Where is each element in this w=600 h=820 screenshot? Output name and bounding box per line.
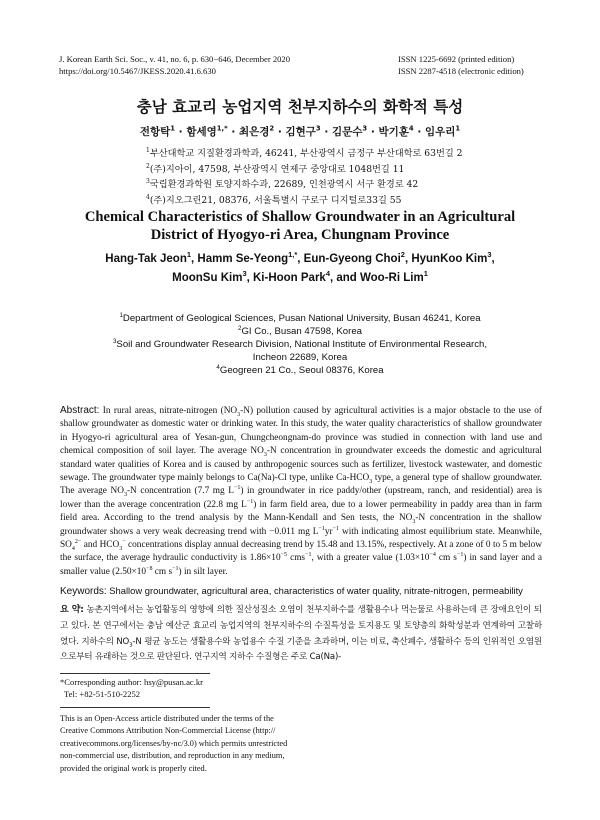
license-line: This is an Open-Access article distributed under the terms of the — [60, 714, 274, 723]
subscript: 3 — [129, 642, 133, 649]
subscript: 3 — [123, 492, 127, 499]
author-name: Hang-Tak Jeon — [105, 253, 187, 265]
abstract-text: cm s — [435, 553, 457, 564]
author-name: Eun-Gyeong Choi — [303, 253, 401, 265]
korean-abstract-label: 요 약: — [60, 605, 84, 615]
author-separator: , — [191, 253, 198, 265]
author-affiliation-mark: 1,* — [216, 124, 228, 133]
affiliation-mark: 2 — [146, 162, 150, 170]
subscript: 3 — [412, 519, 416, 526]
corresponding-tel: Tel: +82-51-510-2252 — [64, 688, 141, 699]
superscript: −1 — [233, 485, 241, 492]
affiliation-line — [0, 312, 600, 325]
subscript: 3 — [369, 478, 373, 485]
superscript: − — [122, 538, 126, 545]
author-affiliation-mark: 2 — [269, 124, 275, 133]
english-title-line: Chemical Characteristics of Shallow Groundwater in an Agricultural — [84, 209, 516, 225]
author-affiliation-mark: 4 — [325, 269, 330, 279]
abstract-text: yr — [324, 526, 333, 537]
author-name: 전항탁 — [139, 126, 171, 138]
license-line: provided the original work is properly cited. — [60, 763, 207, 773]
author-name: Woo-Ri Lim — [360, 272, 424, 284]
affiliation-line — [146, 162, 463, 178]
author-name: 김문수 — [331, 126, 363, 138]
affiliation-text: Soil and Groundwater Research Division, National Institute of Environmental Research, — [116, 339, 488, 350]
abstract-text: In rural areas, nitrate-nitrogen (NO — [99, 406, 238, 416]
affiliation-text: Department of Geological Sciences, Pusan National University, Busan 46241, Korea — [122, 313, 481, 324]
author-affiliation-mark: 3 — [315, 124, 321, 133]
affiliation-line — [0, 364, 600, 377]
corresponding-author-footnote — [60, 677, 203, 700]
license-footnote — [60, 713, 288, 775]
affiliation-line — [0, 351, 600, 364]
affiliation-line — [146, 177, 463, 193]
superscript: −5 — [280, 552, 288, 559]
author-affiliation-mark: 1 — [170, 124, 176, 133]
affiliation-text: Incheon 22689, Korea — [252, 352, 348, 363]
english-title — [0, 208, 600, 244]
author-last-joiner: , and — [329, 272, 361, 284]
footnote-divider — [60, 707, 210, 708]
affiliation-mark: 1 — [146, 146, 150, 154]
english-authors-line — [0, 269, 600, 288]
abstract-text: , with a greater value (1.03×10 — [311, 553, 430, 564]
superscript: −1 — [332, 525, 340, 532]
english-abstract — [60, 404, 542, 579]
author-name: HyunKoo Kim — [411, 253, 488, 265]
superscript: 2− — [74, 538, 82, 545]
abstract-text: ) in farm field area, due to a lower permeability in paddy area than in farm field area. According to the trend analysis by the Mann-Kendall and Sen tests, the NO — [60, 499, 542, 524]
english-affiliations — [0, 312, 600, 377]
korean-abstract — [60, 603, 542, 666]
superscript: −4 — [429, 552, 436, 559]
affiliation-line — [146, 146, 463, 162]
journal-doi[interactable]: https://doi.org/10.5467/JKESS.2020.41.6.630 — [59, 65, 216, 76]
abstract-label: Abstract: — [60, 405, 100, 416]
author-name: 박기훈 — [378, 126, 409, 138]
footnote-divider — [60, 673, 210, 674]
korean-title: 충남 효교리 농업지역 천부지하수의 화학적 특성 — [136, 98, 464, 116]
author-affiliation-mark: 3 — [242, 269, 247, 279]
abstract-text: -N concentration in groundwater exceeds the domestic and agricultural standard water qualities of Korea and is caused by anthropogenic sources such as fertilizer, livestock wastewater, and domestic sewage. The groundwater type mainly belongs to Ca(Na)-Cl type, unlike Ca-HCO — [60, 446, 543, 484]
affiliation-text: 국립환경과학원 토양지하수과, 22689, 인천광역시 서구 환경로 42 — [149, 179, 419, 190]
author-affiliation-mark: 1 — [455, 124, 461, 133]
korean-authors — [0, 124, 600, 139]
abstract-text: -N concentration in the shallow groundwater shows a very weak decreasing trend with −0.011 mg L — [60, 513, 542, 537]
affiliation-text: (주)지아이, 47598, 부산광역시 연제구 중앙대로 1048번길 11 — [149, 163, 405, 175]
superscript: −1 — [305, 552, 312, 559]
author-separator: , — [297, 253, 304, 265]
affiliation-line — [0, 338, 600, 351]
abstract-text: cm s — [152, 566, 173, 577]
subscript: 3 — [263, 452, 267, 459]
author-separator: , — [491, 253, 495, 265]
corresponding-author: *Corresponding author: hsy@pusan.ac.kr — [60, 677, 204, 687]
subscript: 3 — [237, 411, 241, 418]
author-affiliation-mark: 1 — [186, 250, 191, 260]
affiliation-mark: 2 — [238, 324, 242, 332]
author-separator: · — [274, 126, 286, 138]
superscript: −1 — [318, 525, 325, 532]
abstract-text: -N) pollution caused by agricultural activities is a major obstacle to the use of shallow groundwater as domestic water or drinking water. In this study, the water quality characteristics of shallow groundwater in Hyogyo-ri agricultural area of Yesan-gun, Chungcheongnam-do province was studied in connection with land use and chemical composition of soil layer. The average NO — [60, 406, 542, 457]
journal-header-right — [398, 54, 524, 77]
abstract-text: ) in silt layer. — [178, 566, 228, 577]
abstract-text: with indicating almost equilibrium state. Meanwhile, SO — [60, 526, 542, 551]
affiliation-mark: 4 — [216, 363, 220, 371]
author-name: Ki-Hoon Park — [252, 272, 326, 284]
abstract-text: ) in sand layer and a smaller value (2.50×10 — [60, 553, 543, 577]
affiliation-mark: 1 — [119, 311, 123, 319]
author-separator: · — [367, 126, 379, 138]
abstract-text: -N concentration (7.7 mg L — [126, 486, 234, 497]
affiliation-text: Geogreen 21 Co., Seoul 08376, Korea — [219, 365, 384, 376]
affiliation-text: 부산대학교 지질환경과학과, 46241, 부산광역시 금정구 부산대학로 63번길 2 — [149, 148, 463, 159]
keywords-label: Keywords: — [60, 586, 107, 597]
issn-electronic: ISSN 2287-4518 (electronic edition) — [398, 65, 524, 76]
author-affiliation-mark: 1,* — [288, 250, 298, 260]
author-separator: · — [320, 126, 332, 138]
affiliation-mark: 4 — [146, 193, 150, 201]
english-authors-line — [0, 250, 600, 269]
author-affiliation-mark: 3 — [487, 250, 492, 260]
journal-citation: J. Korean Earth Sci. Soc., v. 41, no. 6, p. 630−646, December 2020 — [59, 54, 291, 64]
author-separator: , — [246, 272, 253, 284]
author-name: MoonSu Kim — [172, 272, 243, 284]
subscript: 3 — [119, 545, 123, 552]
author-separator: · — [175, 126, 187, 138]
abstract-text: and HCO — [81, 540, 120, 551]
author-separator: · — [227, 126, 239, 138]
author-name: 김현구 — [285, 126, 316, 138]
journal-header-left — [59, 54, 290, 77]
keywords-text: Shallow groundwater, agricultural area, characteristics of water quality, nitrate-nitrogen, permeability — [106, 585, 523, 596]
superscript: −1 — [172, 565, 179, 572]
author-name: 최은경 — [238, 126, 270, 138]
affiliation-mark: 3 — [146, 177, 150, 185]
subscript: 4 — [71, 545, 75, 552]
superscript: −1 — [456, 552, 464, 559]
korean-abstract-text: 농촌지역에서는 농업활동의 영향에 의한 질산성질소 오염이 천부지하수를 생활용수나 먹는물로 사용하는데 큰 장애요인이 되고 있다. 본 연구에서는 충남 예산군 효교리 농업지역의 천부지하수의 수질특성을 토지용도 및 토양층의 화학성분과 연계하여 고찰하였다. 지하수의 NO — [60, 605, 542, 647]
issn-print: ISSN 1225-6692 (printed edition) — [398, 54, 515, 64]
author-affiliation-mark: 4 — [408, 124, 414, 133]
author-affiliation-mark: 1 — [423, 269, 428, 279]
author-affiliation-mark: 2 — [400, 250, 405, 260]
english-title-line: District of Hyogyo-ri Area, Chungnam Province — [150, 227, 450, 243]
author-separator: · — [413, 126, 425, 138]
license-line: Creative Commons Attribution Non-Commercial License (http:// — [60, 726, 276, 736]
author-separator: , — [404, 253, 412, 265]
author-name: 임우리 — [424, 126, 456, 138]
affiliation-text: GI Co., Busan 47598, Korea — [241, 326, 362, 337]
keywords — [60, 585, 542, 597]
author-affiliation-mark: 3 — [362, 124, 368, 133]
affiliation-line — [0, 325, 600, 338]
superscript: −8 — [146, 565, 153, 572]
author-name: 함세영 — [186, 126, 217, 138]
korean-abstract-text: -N 평균 농도는 생활용수와 농업용수 수질 기준을 초과하며, 이는 비료, 축산폐수, 생활하수 등의 인위적인 오염원으로부터 유래하는 것으로 판단된다. 연구지역 지하수 수질형은 주로 Ca(Na)- — [60, 636, 542, 663]
abstract-text: ) in groundwater in rice paddy/other (upstream, ranch, and residential) area is lower than the average concentration (22.8 mg L — [60, 486, 542, 510]
abstract-text: cms — [287, 553, 306, 564]
korean-affiliations — [146, 146, 463, 208]
abstract-text: concentrations display annual decreasing trend by 15.48 and 13.15%, respectively. At a zone of 0 to 5 m below the surface, the average hydraulic conductivity is 1.86×10 — [60, 540, 542, 564]
license-line: creativecommons.org/licenses/by-nc/3.0) which permits unrestricted — [60, 738, 288, 748]
affiliation-text: (주)지오그린21, 08376, 서울특별시 구로구 디지털로33길 55 — [149, 194, 402, 206]
author-name: Hamm Se-Yeong — [197, 253, 289, 265]
superscript: −1 — [246, 498, 254, 505]
affiliation-line — [146, 193, 463, 209]
english-authors — [0, 250, 600, 288]
license-line: non-commercial use, distribution, and reproduction in any medium, — [60, 751, 285, 761]
abstract-text: type, a general type of shallow groundwater. The average NO — [60, 473, 542, 497]
affiliation-mark: 3 — [112, 337, 117, 345]
